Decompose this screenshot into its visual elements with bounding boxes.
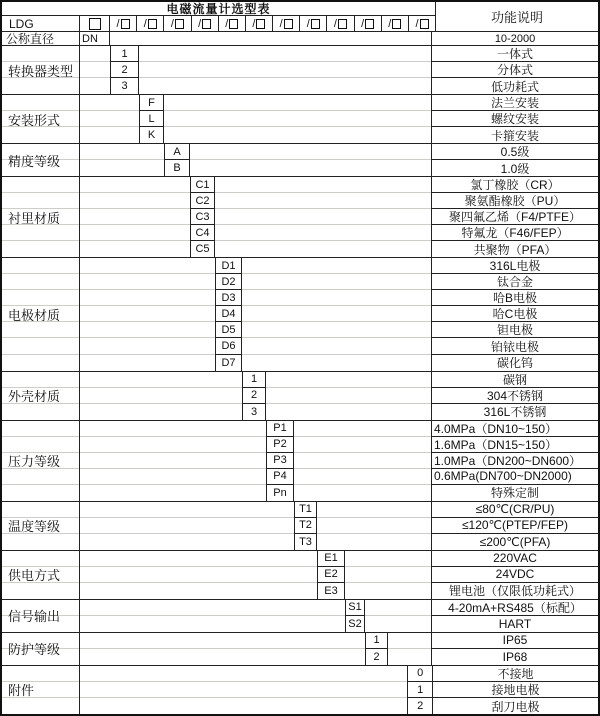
checkbox-icon — [365, 19, 374, 29]
option-code-cell: P1 — [266, 421, 294, 437]
option-desc-cell: 一体式 — [431, 46, 598, 62]
option-row — [2, 616, 598, 632]
option-desc-cell: 特殊定制 — [431, 485, 598, 501]
option-desc-cell: 卡箍安装 — [431, 127, 598, 143]
option-row — [2, 144, 598, 160]
option-code-cell: D6 — [215, 338, 242, 354]
checkbox-icon — [311, 19, 320, 29]
option-code-cell: F — [139, 95, 164, 111]
option-desc-cell: IP65 — [431, 633, 598, 649]
header-left — [2, 2, 435, 31]
option-row — [2, 600, 598, 616]
option-desc-cell: 1.6MPa（DN15~150） — [431, 437, 598, 453]
spacer-cell — [266, 388, 431, 404]
option-desc-cell: 1.0级 — [431, 160, 598, 176]
checkbox-icon — [121, 19, 130, 29]
spacer-cell — [294, 453, 431, 469]
selection-group — [2, 421, 598, 502]
option-code-cell: S1 — [345, 600, 365, 616]
group-label: 电极材质 — [2, 258, 80, 370]
option-row — [2, 502, 598, 518]
option-code-cell: E1 — [317, 551, 345, 567]
option-code-cell: T3 — [294, 534, 317, 550]
selection-group — [2, 95, 598, 144]
selection-group — [2, 46, 598, 95]
code-slot: / — [273, 16, 300, 31]
spacer-cell — [317, 502, 431, 518]
option-row — [2, 241, 598, 257]
selection-group — [2, 502, 598, 551]
option-desc-cell: 不接地 — [432, 666, 598, 682]
spacer-cell — [388, 649, 431, 665]
selection-group — [2, 258, 598, 371]
option-desc-cell: 刮刀电极 — [432, 698, 598, 714]
spacer-cell — [190, 160, 431, 176]
option-code-cell: D5 — [215, 322, 242, 338]
option-code-cell: P2 — [266, 437, 294, 453]
spacer-cell — [345, 551, 431, 567]
option-desc-cell: IP68 — [431, 649, 598, 665]
option-row — [2, 388, 598, 404]
option-row — [2, 682, 598, 698]
option-desc-cell: 4-20mA+RS485（标配） — [431, 600, 598, 616]
checkbox-icon — [420, 19, 429, 29]
option-code-cell: T2 — [294, 518, 317, 534]
spacer-cell — [294, 469, 431, 485]
code-slot: / — [409, 16, 435, 31]
spacer-cell — [215, 209, 431, 225]
option-code-cell: L — [139, 111, 164, 127]
option-code-cell: 3 — [242, 404, 266, 420]
option-desc-cell: 接地电极 — [432, 682, 598, 698]
option-row — [2, 306, 598, 322]
option-desc-cell: 法兰安装 — [431, 95, 598, 111]
option-row — [2, 274, 598, 290]
option-row — [2, 372, 598, 388]
spacer-cell — [365, 616, 431, 632]
option-row — [2, 453, 598, 469]
checkbox-icon — [229, 19, 238, 29]
option-row — [2, 633, 598, 649]
option-row — [2, 404, 598, 420]
option-code-cell: E2 — [317, 567, 345, 583]
option-row — [2, 551, 598, 567]
option-desc-cell: 220VAC — [431, 551, 598, 567]
option-code-cell: 1 — [110, 46, 139, 62]
spacer-cell — [317, 518, 431, 534]
model-prefix: LDG — [2, 16, 80, 31]
code-slot-row — [110, 16, 435, 31]
option-row — [2, 225, 598, 241]
spacer-cell — [242, 306, 431, 322]
nominal-diameter-row — [2, 32, 598, 46]
code-slot: / — [164, 16, 191, 31]
option-code-cell: A — [164, 144, 190, 160]
checkbox-icon — [148, 19, 157, 29]
code-slot: / — [327, 16, 354, 31]
selection-groups — [2, 46, 598, 714]
option-code-cell: C1 — [190, 177, 215, 193]
group-label: 温度等级 — [2, 502, 80, 550]
code-slot: / — [192, 16, 219, 31]
option-code-cell: S2 — [345, 616, 365, 632]
option-code-cell: D4 — [215, 306, 242, 322]
group-label: 精度等级 — [2, 144, 80, 176]
option-row — [2, 698, 598, 714]
group-label: 衬里材质 — [2, 177, 80, 257]
spacer-cell — [215, 177, 431, 193]
option-code-cell: 0 — [407, 666, 432, 682]
option-row — [2, 469, 598, 485]
option-row — [2, 209, 598, 225]
spacer-cell — [164, 111, 431, 127]
checkbox-icon — [392, 19, 401, 29]
option-desc-cell: 锂电池（仅限低功耗式） — [431, 583, 598, 599]
spacer-cell — [215, 241, 431, 257]
group-label: 防护等级 — [2, 633, 80, 665]
option-desc-cell: 24VDC — [431, 567, 598, 583]
code-slot: / — [300, 16, 327, 31]
checkbox-icon — [89, 18, 101, 30]
option-desc-cell: 低功耗式 — [431, 78, 598, 94]
option-row — [2, 111, 598, 127]
option-row — [2, 355, 598, 371]
option-desc-cell: 10-2000 — [431, 32, 598, 45]
option-row — [2, 177, 598, 193]
option-desc-cell: 聚四氟乙烯（F4/PTFE） — [431, 209, 598, 225]
table-header — [2, 2, 598, 32]
selection-group — [2, 600, 598, 633]
option-desc-cell: 316L不锈钢 — [431, 404, 598, 420]
spacer-cell — [266, 404, 431, 420]
option-desc-cell: 共聚物（PFA） — [431, 241, 598, 257]
checkbox-icon — [202, 19, 211, 29]
spacer-cell — [242, 258, 431, 274]
option-desc-cell: 304不锈钢 — [431, 388, 598, 404]
option-code-cell: 2 — [407, 698, 432, 714]
code-slot: / — [382, 16, 409, 31]
option-desc-cell: ≤200℃(PFA) — [431, 534, 598, 550]
group-label: 供电方式 — [2, 551, 80, 599]
spacer-cell — [294, 421, 431, 437]
option-desc-cell: HART — [431, 616, 598, 632]
option-code-cell: 2 — [242, 388, 266, 404]
option-code-cell: D3 — [215, 290, 242, 306]
option-desc-cell: 碳化钨 — [431, 355, 598, 371]
selection-group — [2, 551, 598, 600]
code-slot: / — [110, 16, 137, 31]
option-desc-cell: 哈B电极 — [431, 290, 598, 306]
option-desc-cell: 4.0MPa（DN10~150） — [431, 421, 598, 437]
spacer-cell — [242, 322, 431, 338]
option-desc-cell: 分体式 — [431, 62, 598, 78]
option-desc-cell: 0.5级 — [431, 144, 598, 160]
code-slot: / — [219, 16, 246, 31]
spacer-cell — [266, 372, 431, 388]
function-column-header: 功能说明 — [435, 2, 598, 31]
option-row — [2, 534, 598, 550]
option-row — [2, 649, 598, 665]
spacer-cell — [345, 583, 431, 599]
spacer-cell — [139, 78, 431, 94]
spacer-cell — [294, 437, 431, 453]
spacer-cell — [294, 485, 431, 501]
group-label: 信号输出 — [2, 600, 80, 632]
option-row — [2, 127, 598, 143]
option-desc-cell: 316L电极 — [431, 258, 598, 274]
checkbox-icon — [338, 19, 347, 29]
spacer-cell — [242, 338, 431, 354]
option-code-cell: 2 — [365, 649, 388, 665]
option-desc-cell: ≤120℃(PTEP/FEP) — [431, 518, 598, 534]
option-desc-cell: 钽电极 — [431, 322, 598, 338]
option-code-cell: K — [139, 127, 164, 143]
option-code-cell: DN — [80, 32, 110, 45]
spacer-cell — [110, 32, 431, 45]
option-code-cell: 3 — [110, 78, 139, 94]
option-row — [2, 518, 598, 534]
option-code-cell: 1 — [365, 633, 388, 649]
selection-group — [2, 144, 598, 177]
option-code-cell: B — [164, 160, 190, 176]
selection-group — [2, 177, 598, 258]
option-row — [2, 258, 598, 274]
spacer-cell — [215, 225, 431, 241]
spacer-cell — [139, 62, 431, 78]
option-code-cell: T1 — [294, 502, 317, 518]
option-desc-cell: 铂铱电极 — [431, 338, 598, 354]
option-row — [2, 160, 598, 176]
spacer-cell — [242, 290, 431, 306]
code-slot-main — [80, 16, 110, 31]
spacer-cell — [317, 534, 431, 550]
option-row — [2, 95, 598, 111]
option-desc-cell: 氯丁橡胶（CR） — [431, 177, 598, 193]
selection-group — [2, 633, 598, 666]
option-code-cell: E3 — [317, 583, 345, 599]
option-code-cell: 1 — [407, 682, 432, 698]
page-title: 电磁流量计选型表 — [2, 2, 435, 16]
option-code-cell: C4 — [190, 225, 215, 241]
option-row — [2, 421, 598, 437]
spacer-cell — [345, 567, 431, 583]
option-row — [2, 666, 598, 682]
option-desc-cell: 哈C电极 — [431, 306, 598, 322]
group-label: 外壳材质 — [2, 372, 80, 420]
option-code-cell: 1 — [242, 372, 266, 388]
option-row — [2, 46, 598, 62]
option-code-cell: P4 — [266, 469, 294, 485]
option-desc-cell: 0.6MPa(DN700~DN2000) — [431, 469, 598, 485]
spacer-cell — [215, 193, 431, 209]
option-row — [2, 485, 598, 501]
code-slot: / — [355, 16, 382, 31]
option-code-cell: Pn — [266, 485, 294, 501]
code-slot: / — [137, 16, 164, 31]
option-row — [2, 583, 598, 599]
option-row — [2, 567, 598, 583]
option-desc-cell: 特氟龙（F46/FEP） — [431, 225, 598, 241]
spacer-cell — [365, 600, 431, 616]
group-label: 安装形式 — [2, 95, 80, 143]
spacer-cell — [164, 127, 431, 143]
spacer-cell — [388, 633, 431, 649]
model-code-row — [2, 16, 435, 31]
checkbox-icon — [175, 19, 184, 29]
spacer-cell — [190, 144, 431, 160]
checkbox-icon — [256, 19, 265, 29]
option-desc-cell: ≤80℃(CR/PU) — [431, 502, 598, 518]
option-row — [2, 290, 598, 306]
option-code-cell: D1 — [215, 258, 242, 274]
selection-group — [2, 372, 598, 421]
option-row — [2, 322, 598, 338]
option-code-cell: D7 — [215, 355, 242, 371]
option-desc-cell: 聚氨酯橡胶（PU） — [431, 193, 598, 209]
option-code-cell: C3 — [190, 209, 215, 225]
option-desc-cell: 钛合金 — [431, 274, 598, 290]
option-code-cell: C2 — [190, 193, 215, 209]
option-desc-cell: 1.0MPa（DN200~DN600） — [431, 453, 598, 469]
spacer-cell — [164, 95, 431, 111]
spacer-cell — [139, 46, 431, 62]
option-desc-cell: 碳钢 — [431, 372, 598, 388]
option-code-cell: D2 — [215, 274, 242, 290]
group-label: 公称直径 — [2, 32, 80, 45]
checkbox-icon — [284, 19, 293, 29]
option-code-cell: C5 — [190, 241, 215, 257]
option-desc-cell: 螺纹安装 — [431, 111, 598, 127]
selection-group — [2, 666, 598, 714]
spacer-cell — [242, 355, 431, 371]
option-row — [2, 338, 598, 354]
spacer-cell — [242, 274, 431, 290]
option-row — [2, 62, 598, 78]
option-row — [2, 193, 598, 209]
option-row — [2, 78, 598, 94]
group-label: 转换器类型 — [2, 46, 80, 94]
option-code-cell: P3 — [266, 453, 294, 469]
option-row — [2, 437, 598, 453]
option-code-cell: 2 — [110, 62, 139, 78]
group-label: 压力等级 — [2, 421, 80, 501]
group-label: 附件 — [2, 666, 80, 714]
code-slot: / — [246, 16, 273, 31]
